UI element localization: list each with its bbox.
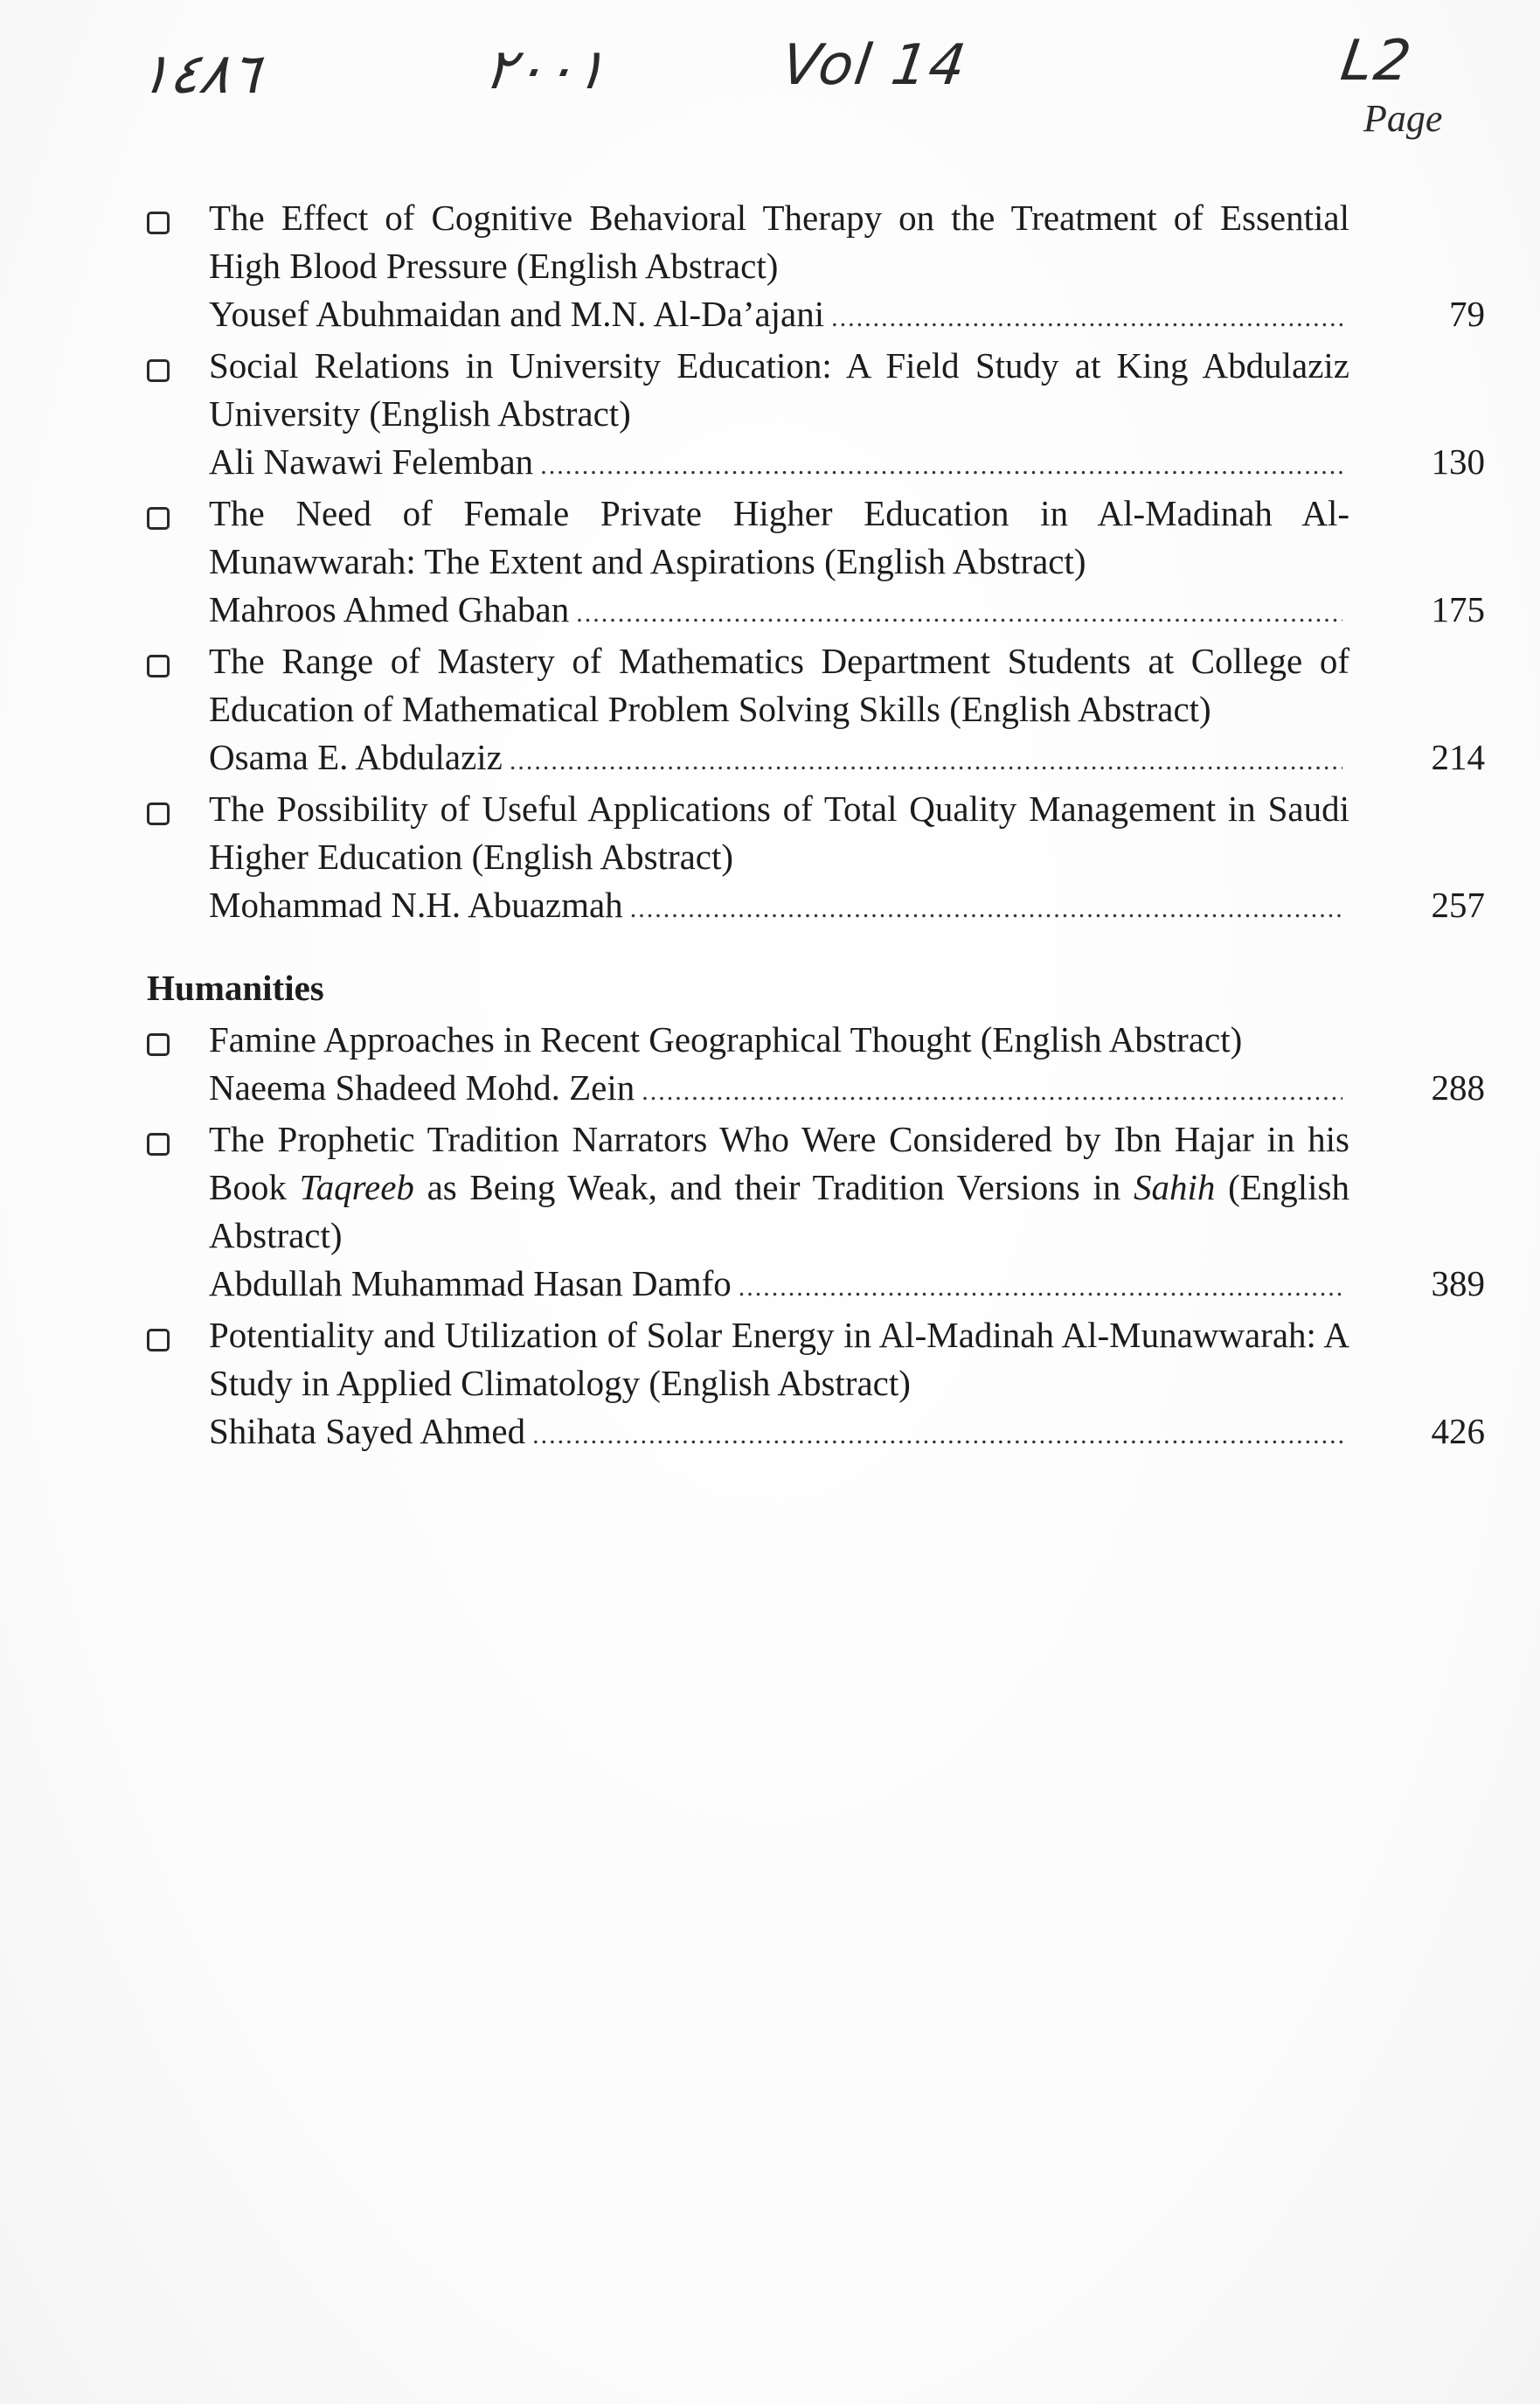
checkbox-bullet-icon xyxy=(147,1133,170,1156)
toc-entry xyxy=(140,194,1485,342)
page-column-header: Page xyxy=(1363,97,1443,140)
title-text: (English Abstract) xyxy=(209,1167,1350,1255)
entry-author: Naeema Shadeed Mohd. Zein xyxy=(209,1067,635,1108)
handwritten-annotations xyxy=(0,24,1540,121)
handwritten-note: L2 xyxy=(1336,29,1417,94)
handwritten-note: Vol 14 xyxy=(777,33,971,98)
title-italic-text: Taqreeb xyxy=(299,1167,414,1207)
entry-title: The Effect of Cognitive Behavioral Therapy on the Treatment of Essential High Blood Pressure (English Abstract) xyxy=(209,198,1349,286)
entry-page-number: 79 xyxy=(1449,294,1485,334)
entry-title: The Range of Mastery of Mathematics Department Students at College of Education of Mathematical Problem Solving Skills (English Abstract) xyxy=(209,641,1349,729)
entry-author: Abdullah Muhammad Hasan Damfo xyxy=(209,1263,732,1303)
entry-page-number: 288 xyxy=(1431,1067,1485,1108)
section-heading-humanities: Humanities xyxy=(147,968,324,1008)
entry-title xyxy=(209,1115,1349,1260)
entry-author: Yousef Abuhmaidan and M.N. Al-Da’ajani xyxy=(209,294,825,334)
entry-page-number: 426 xyxy=(1431,1411,1485,1451)
dot-leader xyxy=(576,589,1342,637)
handwritten-note: ١٤٨٦ xyxy=(135,42,265,107)
dot-leader xyxy=(540,441,1342,490)
entry-author-line xyxy=(209,881,1485,933)
entry-author-line xyxy=(209,290,1485,342)
title-text: as Being Weak, and their Tradition Versions in xyxy=(413,1167,1134,1207)
toc-entry xyxy=(140,637,1485,785)
entry-page-number: 130 xyxy=(1431,441,1485,482)
dot-leader xyxy=(739,1263,1342,1311)
entry-author-line xyxy=(209,586,1485,637)
entry-author: Shihata Sayed Ahmed xyxy=(209,1411,526,1451)
table-of-contents xyxy=(140,194,1485,1459)
entry-author-line xyxy=(209,1407,1485,1459)
toc-entry xyxy=(140,1016,1485,1115)
handwritten-note: ٢٠٠١ xyxy=(480,38,610,102)
dot-leader xyxy=(642,1067,1342,1115)
title-text: The Prophetic Tradition Narrators Who Were Considered by Ibn Hajar in his Book xyxy=(209,1119,1349,1207)
entry-author: Osama E. Abdulaziz xyxy=(209,737,503,777)
dot-leader xyxy=(831,294,1342,342)
entry-title: The Need of Female Private Higher Education in Al-Madinah Al-Munawwarah: The Extent and Aspirations (English Abstract) xyxy=(209,493,1349,581)
entry-page-number: 214 xyxy=(1431,737,1485,777)
checkbox-bullet-icon xyxy=(147,1329,170,1351)
entry-author-line xyxy=(209,733,1485,785)
entry-author-line xyxy=(209,1260,1485,1311)
entry-author: Ali Nawawi Felemban xyxy=(209,441,534,482)
toc-entry xyxy=(140,1311,1485,1459)
checkbox-bullet-icon xyxy=(147,1033,170,1056)
entry-title: Social Relations in University Education: A Field Study at King Abdulaziz University (English Abstract) xyxy=(209,345,1349,434)
toc-entry xyxy=(140,1115,1485,1311)
dot-leader xyxy=(510,737,1342,785)
entry-author-line xyxy=(209,1064,1485,1115)
checkbox-bullet-icon xyxy=(147,655,170,677)
entry-page-number: 257 xyxy=(1431,885,1485,925)
toc-entry xyxy=(140,785,1485,933)
toc-entry xyxy=(140,342,1485,490)
checkbox-bullet-icon xyxy=(147,212,170,234)
dot-leader xyxy=(630,885,1342,933)
toc-entry xyxy=(140,490,1485,637)
checkbox-bullet-icon xyxy=(147,802,170,825)
title-italic-text: Sahih xyxy=(1133,1167,1216,1207)
entry-author-line xyxy=(209,438,1485,490)
entry-author: Mohammad N.H. Abuazmah xyxy=(209,885,623,925)
entry-title: Famine Approaches in Recent Geographical Thought (English Abstract) xyxy=(209,1019,1243,1060)
checkbox-bullet-icon xyxy=(147,507,170,530)
entry-title: The Possibility of Useful Applications of Total Quality Management in Saudi Higher Education (English Abstract) xyxy=(209,789,1349,877)
entry-author: Mahroos Ahmed Ghaban xyxy=(209,589,570,629)
entry-page-number: 389 xyxy=(1431,1263,1485,1303)
checkbox-bullet-icon xyxy=(147,359,170,382)
entry-page-number: 175 xyxy=(1431,589,1485,629)
dot-leader xyxy=(532,1411,1342,1459)
entry-title: Potentiality and Utilization of Solar Energy in Al-Madinah Al-Munawwarah: A Study in Applied Climatology (English Abstract) xyxy=(209,1315,1349,1403)
